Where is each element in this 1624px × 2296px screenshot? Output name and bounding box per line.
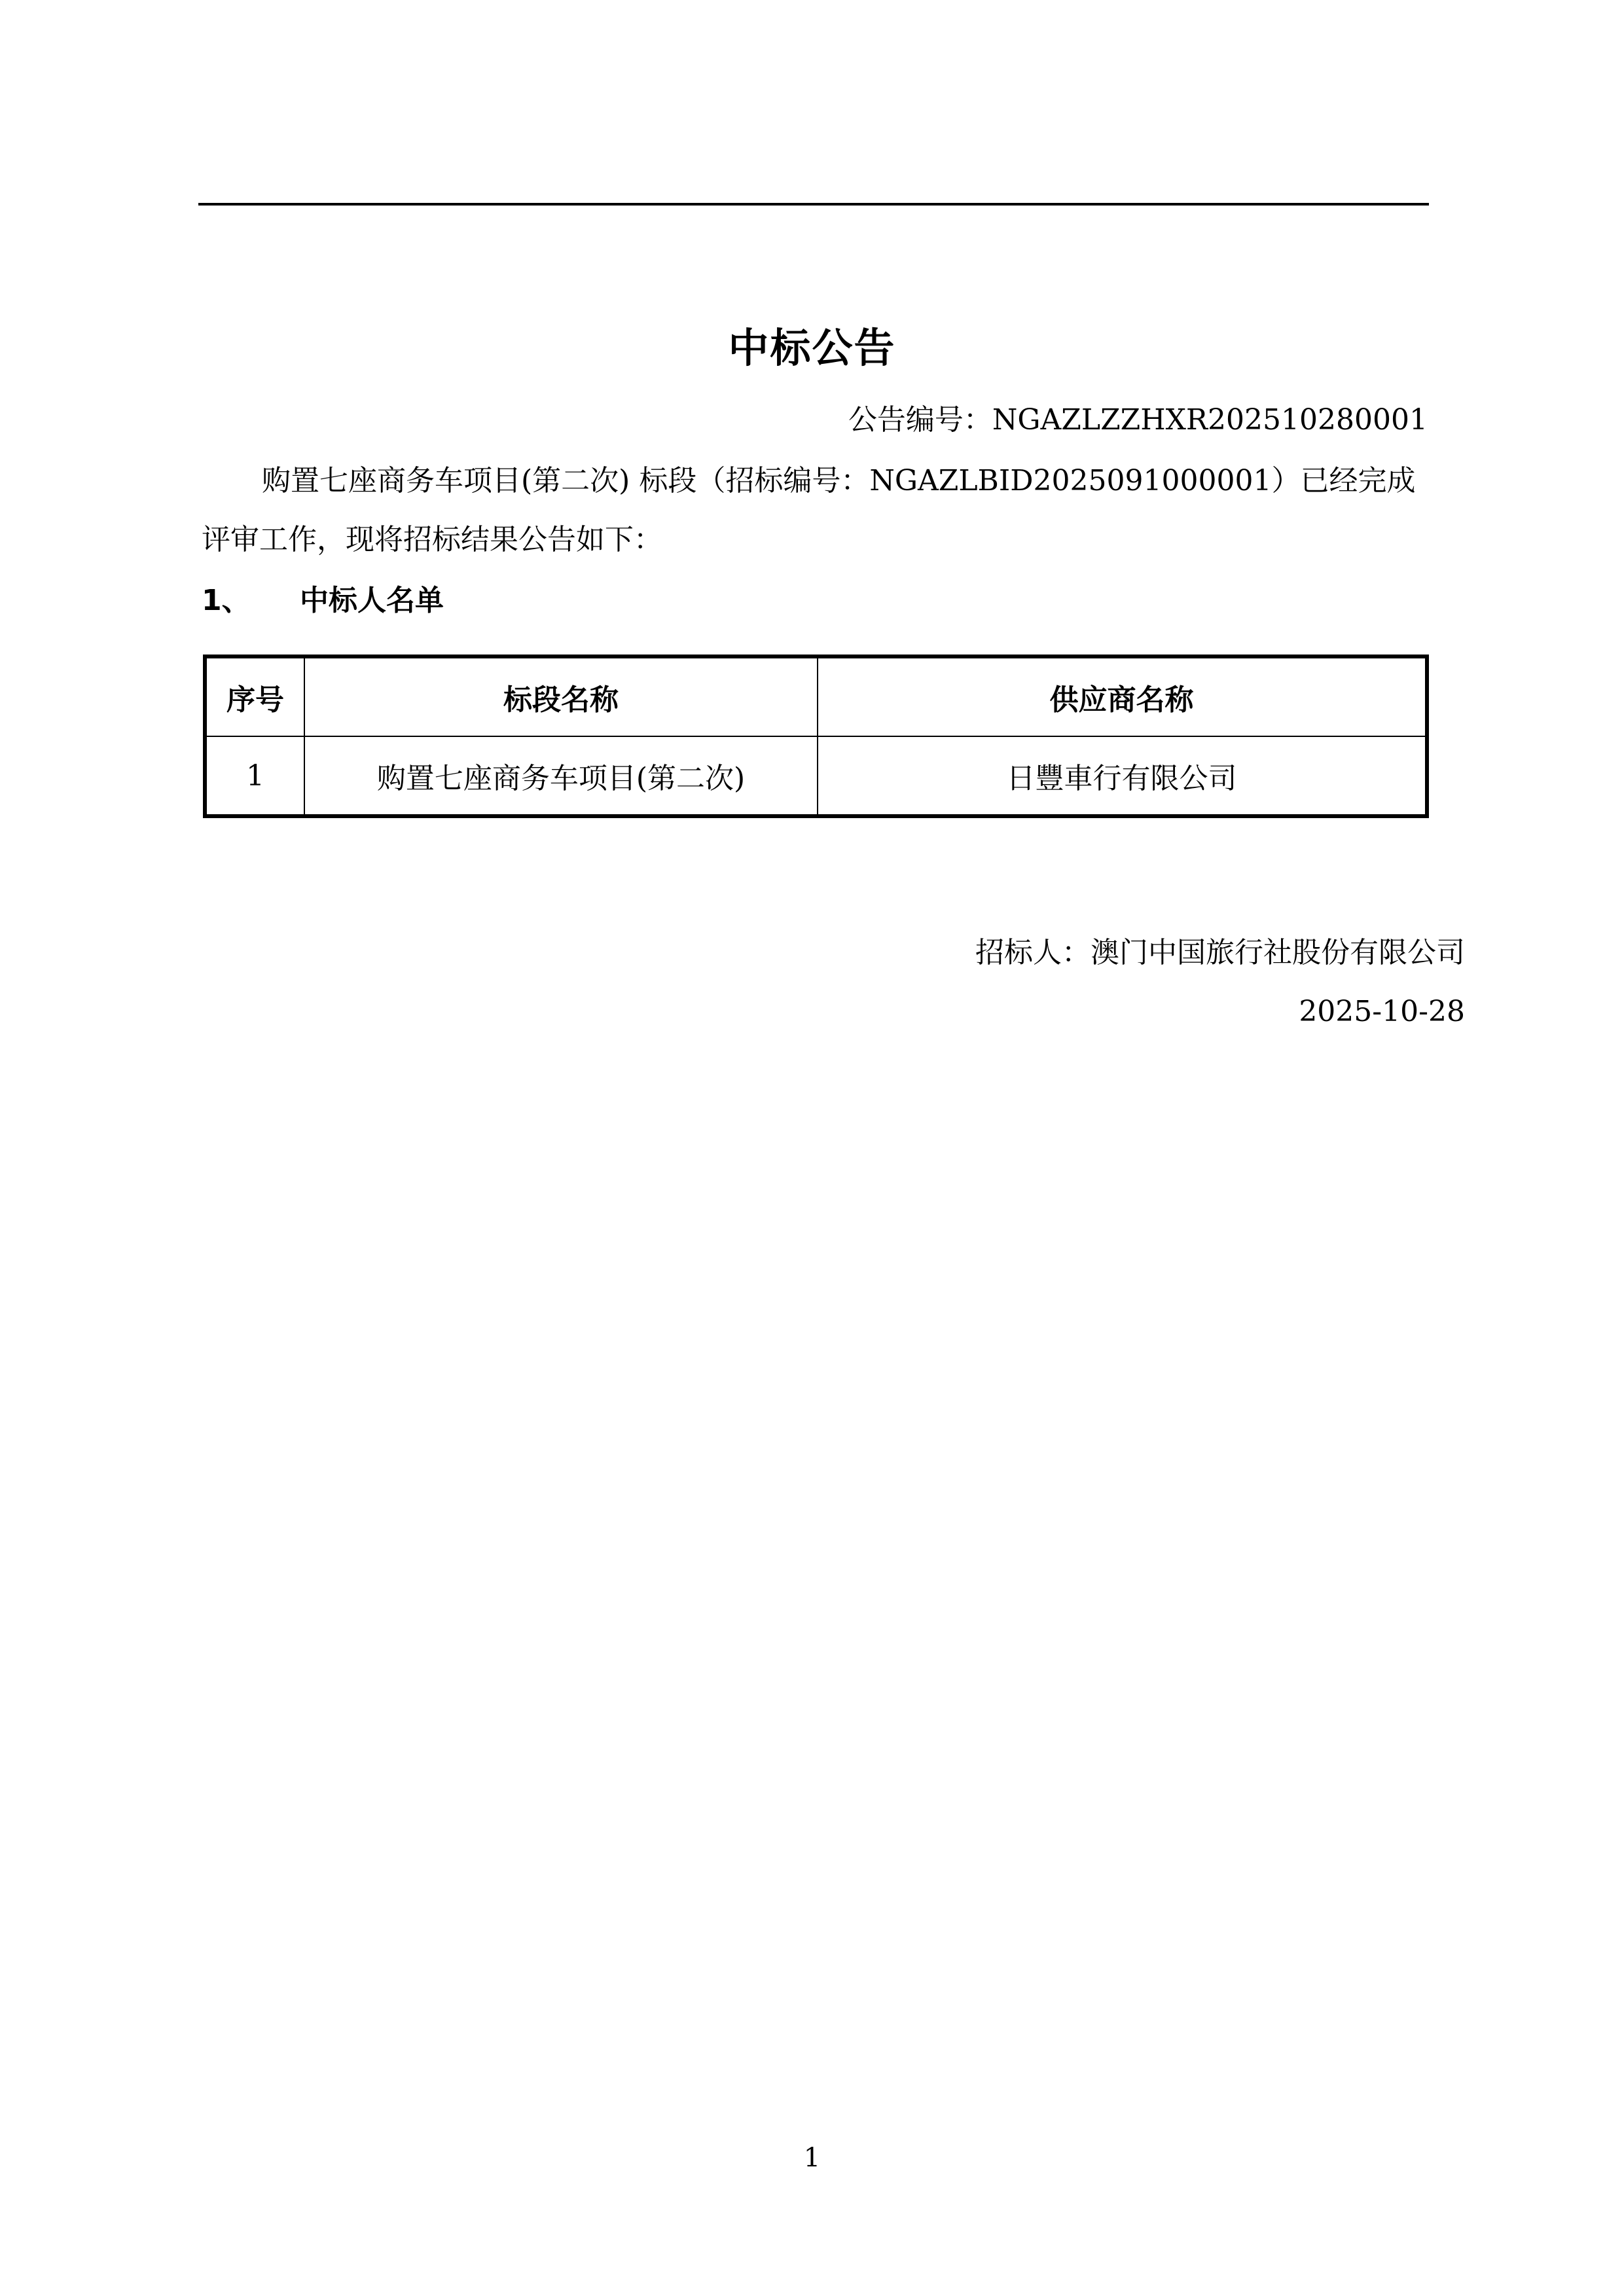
cell-lot-name: 购置七座商务车项目(第二次) bbox=[304, 736, 818, 816]
page-number: 1 bbox=[803, 2143, 821, 2173]
table-row bbox=[205, 736, 1427, 816]
date: 2025-10-28 bbox=[1299, 995, 1465, 1028]
cell-seq: 1 bbox=[205, 736, 304, 816]
section-number: 1、 bbox=[202, 584, 251, 617]
header-supplier-name: 供应商名称 bbox=[818, 656, 1427, 736]
header-lot-name: 标段名称 bbox=[304, 656, 818, 736]
page-title: 中标公告 bbox=[728, 324, 896, 372]
section-title: 中标人名单 bbox=[300, 584, 444, 617]
cell-supplier-name: 日豐車行有限公司 bbox=[818, 736, 1427, 816]
header-rule bbox=[198, 203, 1429, 206]
intro-paragraph: 购置七座商务车项目(第二次) 标段（招标编号：NGAZLBID2025091000001）已经完成评审工作，现将招标结果公告如下： bbox=[202, 464, 1416, 556]
announcement-number: 公告编号：NGAZLZZHXR202510280001 bbox=[848, 403, 1428, 437]
winners-table bbox=[203, 655, 1429, 818]
signer: 招标人：澳门中国旅行社股份有限公司 bbox=[975, 936, 1465, 969]
header-seq: 序号 bbox=[205, 656, 304, 736]
section-heading bbox=[202, 581, 444, 620]
table-header-row bbox=[205, 656, 1427, 736]
